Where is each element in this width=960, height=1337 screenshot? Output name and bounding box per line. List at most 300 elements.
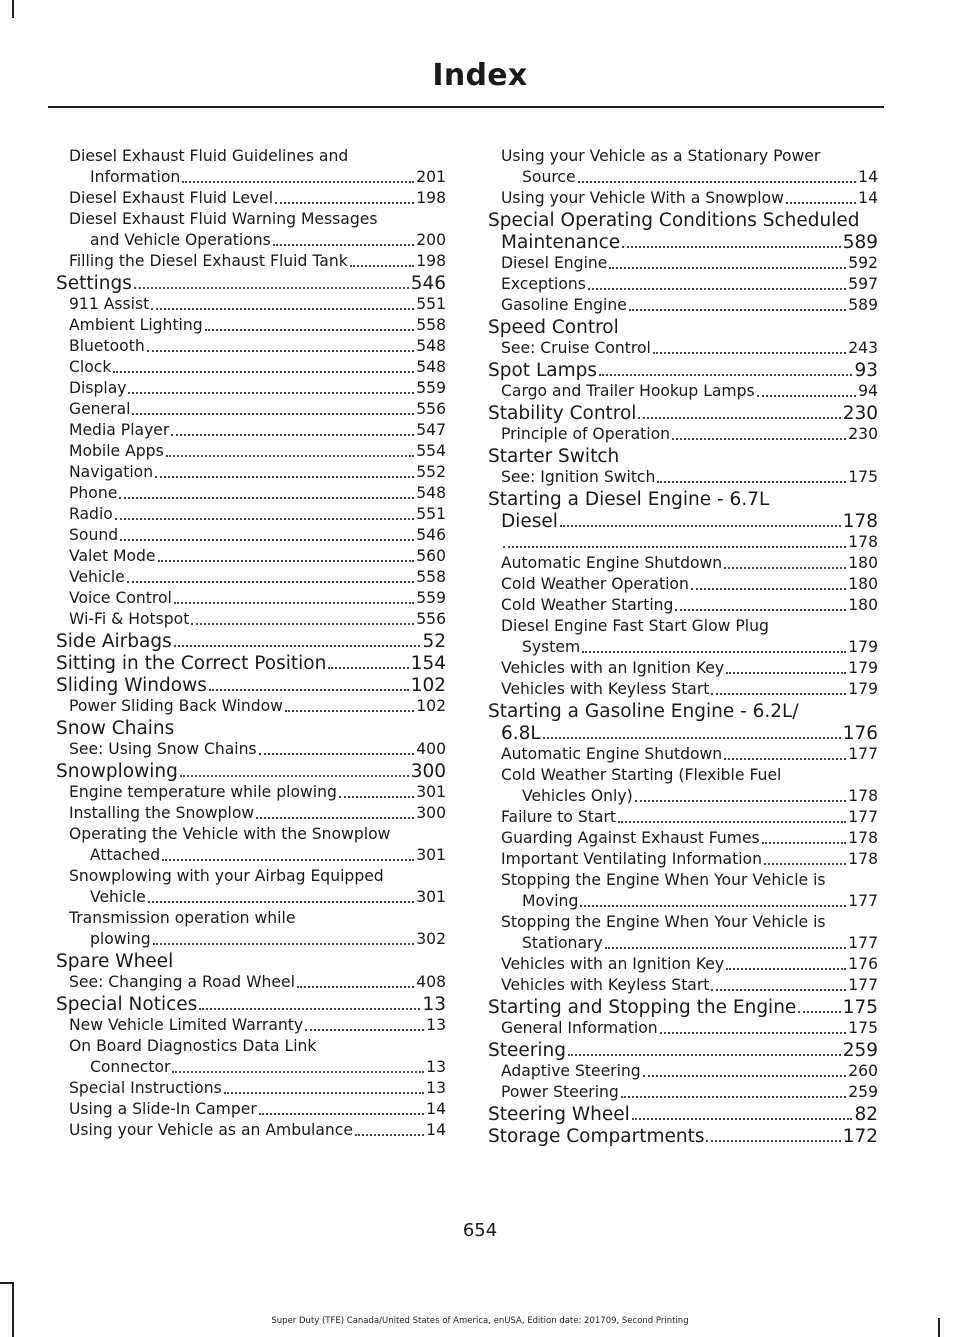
dot-leader — [134, 287, 409, 289]
dot-leader — [599, 374, 852, 376]
index-term: Spot Lamps — [488, 360, 597, 381]
index-term: Vehicles Only) — [522, 787, 633, 805]
index-term: Starter Switch — [488, 446, 620, 467]
dot-leader — [209, 689, 409, 691]
index-term: Cold Weather Operation — [501, 575, 689, 593]
page-reference: 180 — [848, 596, 878, 614]
index-term: Automatic Engine Shutdown — [501, 745, 723, 763]
index-subentry — [56, 504, 446, 525]
page-reference: 14 — [858, 168, 878, 186]
dot-leader — [764, 863, 846, 865]
page-reference: 93 — [854, 360, 878, 381]
index-subentry — [56, 1120, 446, 1141]
index-term: Radio — [69, 505, 113, 523]
page-reference: 179 — [848, 659, 878, 677]
index-heading — [488, 1104, 878, 1125]
page-reference: 301 — [416, 888, 446, 906]
dot-leader — [128, 392, 414, 394]
index-term: New Vehicle Limited Warranty — [69, 1016, 304, 1034]
index-subentry — [488, 954, 878, 975]
index-subentry — [56, 1078, 446, 1099]
index-subentry — [488, 146, 878, 188]
page-reference: 179 — [848, 680, 878, 698]
index-subentry — [56, 525, 446, 546]
dot-leader — [503, 546, 846, 548]
index-heading — [56, 653, 446, 674]
dot-leader — [119, 497, 414, 499]
dot-leader — [273, 244, 414, 246]
index-heading — [488, 701, 878, 744]
index-term: Starting a Diesel Engine - 6.7L — [488, 489, 770, 510]
dot-leader — [691, 588, 846, 590]
page-reference: 551 — [416, 505, 446, 523]
index-term: and Vehicle Operations — [90, 231, 271, 249]
dot-leader — [660, 1032, 847, 1034]
index-term: Exceptions — [501, 275, 586, 293]
page-reference: 176 — [842, 723, 878, 744]
page-reference: 400 — [416, 740, 446, 758]
dot-leader — [199, 1008, 420, 1010]
index-subentry — [56, 1099, 446, 1120]
index-term: Mobile Apps — [69, 442, 164, 460]
dot-leader — [172, 1071, 424, 1073]
index-term: Diesel Engine — [501, 254, 608, 272]
dot-leader — [180, 775, 409, 777]
page-reference: 13 — [426, 1058, 446, 1076]
page-reference: 548 — [416, 484, 446, 502]
page-reference: 13 — [426, 1016, 446, 1034]
index-term: Power Steering — [501, 1083, 619, 1101]
index-term: Information — [90, 168, 181, 186]
dot-leader — [672, 438, 846, 440]
index-term: Display — [69, 379, 127, 397]
page-reference: 180 — [848, 554, 878, 572]
index-subentry — [488, 849, 878, 870]
page-reference: 597 — [848, 275, 878, 293]
dot-leader — [621, 1096, 846, 1098]
index-term: Speed Control — [488, 317, 619, 338]
page-reference: 552 — [416, 463, 446, 481]
index-subentry — [488, 424, 878, 445]
page-reference: 558 — [416, 568, 446, 586]
index-subentry — [56, 441, 446, 462]
index-term: Attached — [90, 846, 161, 864]
dot-leader — [151, 308, 414, 310]
index-heading — [56, 761, 446, 782]
dot-leader — [618, 821, 846, 823]
index-term: Using your Vehicle With a Snowplow — [501, 189, 784, 207]
index-term: Vehicles with an Ignition Key — [501, 659, 725, 677]
index-term: Special Operating Conditions Scheduled — [488, 210, 860, 231]
dot-leader — [153, 943, 415, 945]
page-reference: 547 — [416, 421, 446, 439]
index-term: See: Changing a Road Wheel — [69, 973, 295, 991]
index-subentry — [488, 870, 878, 912]
index-term: Maintenance — [501, 232, 621, 253]
dot-leader — [174, 602, 414, 604]
index-subentry — [488, 295, 878, 316]
dot-leader — [657, 481, 846, 483]
index-subentry — [488, 188, 878, 209]
page-reference: 259 — [842, 1040, 878, 1061]
dot-leader — [757, 395, 857, 397]
index-heading — [56, 994, 446, 1015]
page-reference: 14 — [858, 189, 878, 207]
dot-leader — [543, 737, 841, 739]
dot-leader — [560, 525, 841, 527]
index-heading — [488, 446, 878, 467]
dot-leader — [171, 434, 414, 436]
page-reference: 177 — [848, 892, 878, 910]
index-subentry — [56, 588, 446, 609]
page-reference: 52 — [422, 631, 446, 652]
dot-leader — [120, 539, 414, 541]
dot-leader — [182, 181, 414, 183]
index-subentry — [56, 739, 446, 760]
index-term: Starting a Gasoline Engine - 6.2L/ — [488, 701, 799, 722]
index-heading — [56, 718, 446, 739]
index-subentry — [488, 975, 878, 996]
index-term: 6.8L — [501, 723, 541, 744]
index-subentry — [488, 274, 878, 295]
index-term: Filling the Diesel Exhaust Fluid Tank — [69, 252, 348, 270]
page-reference: 177 — [848, 745, 878, 763]
index-subentry — [488, 616, 878, 658]
index-term: Diesel — [501, 511, 558, 532]
dot-leader — [305, 1029, 424, 1031]
index-subentry — [56, 483, 446, 504]
page-reference: 175 — [842, 997, 878, 1018]
index-term: Source — [522, 168, 576, 186]
index-subentry — [56, 462, 446, 483]
page-reference: 592 — [848, 254, 878, 272]
crop-mark-bottom-left — [12, 1282, 14, 1337]
dot-leader — [726, 672, 846, 674]
index-term: On Board Diagnostics Data Link — [69, 1037, 317, 1055]
dot-leader — [115, 518, 414, 520]
index-term: Snowplowing with your Airbag Equipped — [69, 867, 384, 885]
index-term: Diesel Engine Fast Start Glow Plug — [501, 617, 769, 635]
dot-leader — [706, 1140, 840, 1142]
index-term: Clock — [69, 358, 112, 376]
index-term: plowing — [90, 930, 151, 948]
index-term: Navigation — [69, 463, 154, 481]
page-reference: 200 — [416, 231, 446, 249]
index-term: See: Ignition Switch — [501, 468, 656, 486]
index-subentry — [488, 467, 878, 488]
page-reference: 301 — [416, 846, 446, 864]
dot-leader — [580, 905, 846, 907]
index-term: Diesel Exhaust Fluid Warning Messages — [69, 210, 378, 228]
index-term: Bluetooth — [69, 337, 145, 355]
index-subentry — [488, 381, 878, 402]
index-subentry — [488, 338, 878, 359]
page-reference: 556 — [416, 400, 446, 418]
page-reference: 546 — [410, 273, 446, 294]
dot-leader — [205, 329, 415, 331]
title-divider — [48, 106, 884, 108]
index-term: General — [69, 400, 131, 418]
index-subentry — [56, 824, 446, 866]
index-term: 911 Assist — [69, 295, 150, 313]
dot-leader — [155, 476, 414, 478]
index-heading — [56, 951, 446, 972]
index-term: Stationary — [522, 934, 603, 952]
index-subentry — [56, 972, 446, 993]
index-subentry — [56, 609, 446, 630]
index-term: Operating the Vehicle with the Snowplow — [69, 825, 391, 843]
index-subentry — [56, 209, 446, 251]
dot-leader — [711, 693, 846, 695]
index-term: Phone — [69, 484, 118, 502]
index-column-left — [56, 146, 446, 1141]
page-reference: 259 — [848, 1083, 878, 1101]
index-subentry — [488, 1061, 878, 1082]
footer-edition-text: Super Duty (TFE) Canada/United States of America, enUSA, Edition date: 201709, Second Printing — [271, 1316, 689, 1326]
dot-leader — [605, 947, 847, 949]
page-reference: 589 — [848, 296, 878, 314]
index-heading — [56, 273, 446, 294]
page-reference: 408 — [416, 973, 446, 991]
index-term: System — [522, 638, 581, 656]
index-subentry — [488, 679, 878, 700]
dot-leader — [711, 989, 846, 991]
page-reference: 260 — [848, 1062, 878, 1080]
page-reference: 179 — [848, 638, 878, 656]
index-term: Installing the Snowplow — [69, 804, 255, 822]
dot-leader — [285, 710, 414, 712]
dot-leader — [166, 455, 415, 457]
index-term: General Information — [501, 1019, 658, 1037]
index-subentry — [488, 807, 878, 828]
dot-leader — [259, 1113, 424, 1115]
index-subentry — [56, 567, 446, 588]
index-term: Vehicles with Keyless Start — [501, 680, 710, 698]
index-term: Using a Slide-In Camper — [69, 1100, 257, 1118]
dot-leader — [224, 1092, 424, 1094]
index-term: Starting and Stopping the Engine — [488, 997, 797, 1018]
dot-leader — [653, 352, 846, 354]
index-term: Vehicles with an Ignition Key — [501, 955, 725, 973]
index-term: Sitting in the Correct Position — [56, 653, 327, 674]
page-reference: 559 — [416, 589, 446, 607]
page-reference: 175 — [848, 468, 878, 486]
index-term: Transmission operation while — [69, 909, 296, 927]
index-term: Using your Vehicle as a Stationary Power — [501, 147, 821, 165]
index-term: Settings — [56, 273, 132, 294]
index-term: See: Cruise Control — [501, 339, 651, 357]
index-subentry — [488, 1018, 878, 1039]
page-reference: 302 — [416, 930, 446, 948]
index-term: Steering — [488, 1040, 566, 1061]
index-term: Ambient Lighting — [69, 316, 203, 334]
index-heading — [488, 317, 878, 338]
dot-leader — [132, 413, 414, 415]
index-subentry — [56, 908, 446, 950]
index-subentry — [488, 532, 878, 553]
index-subentry — [56, 399, 446, 420]
index-term: Special Instructions — [69, 1079, 222, 1097]
index-subentry — [56, 357, 446, 378]
index-subentry — [488, 912, 878, 954]
page-reference: 551 — [416, 295, 446, 313]
page-reference: 178 — [848, 787, 878, 805]
page-reference: 589 — [842, 232, 878, 253]
dot-leader — [350, 265, 414, 267]
index-term: Stopping the Engine When Your Vehicle is — [501, 913, 826, 931]
index-subentry — [56, 188, 446, 209]
index-term: Failure to Start — [501, 808, 616, 826]
dot-leader — [643, 1075, 847, 1077]
index-heading — [488, 360, 878, 381]
index-subentry — [56, 294, 446, 315]
page-reference: 178 — [842, 511, 878, 532]
index-term: Sliding Windows — [56, 675, 207, 696]
index-term: Snow Chains — [56, 718, 175, 739]
dot-leader — [256, 817, 414, 819]
page-reference: 558 — [416, 316, 446, 334]
index-subentry — [56, 146, 446, 188]
index-term: Steering Wheel — [488, 1104, 630, 1125]
index-subentry — [56, 251, 446, 272]
index-heading — [56, 631, 446, 652]
index-term: Cold Weather Starting (Flexible Fuel — [501, 766, 782, 784]
index-subentry — [488, 1082, 878, 1103]
index-term: Voice Control — [69, 589, 172, 607]
dot-leader — [339, 796, 414, 798]
index-subentry — [488, 253, 878, 274]
page-reference: 556 — [416, 610, 446, 628]
dot-leader — [622, 246, 841, 248]
index-term: Sound — [69, 526, 119, 544]
page-reference: 560 — [416, 547, 446, 565]
dot-leader — [148, 901, 414, 903]
index-heading — [488, 210, 878, 253]
dot-leader — [726, 968, 846, 970]
index-term: Vehicles with Keyless Start — [501, 976, 710, 994]
page-reference: 300 — [416, 804, 446, 822]
index-term: Moving — [522, 892, 579, 910]
page-reference: 178 — [848, 533, 878, 551]
page-title: Index — [432, 58, 528, 93]
page-reference: 546 — [416, 526, 446, 544]
dot-leader — [609, 267, 846, 269]
index-heading — [56, 675, 446, 696]
page-reference: 175 — [848, 1019, 878, 1037]
dot-leader — [762, 842, 847, 844]
index-term: Adaptive Steering — [501, 1062, 641, 1080]
dot-leader — [127, 581, 414, 583]
index-term: Using your Vehicle as an Ambulance — [69, 1121, 353, 1139]
index-term: See: Using Snow Chains — [69, 740, 257, 758]
page-reference: 82 — [854, 1104, 878, 1125]
index-subentry — [488, 658, 878, 679]
index-term: Vehicle — [69, 568, 125, 586]
dot-leader — [724, 567, 846, 569]
index-heading — [488, 997, 878, 1018]
index-subentry — [488, 828, 878, 849]
page-reference: 300 — [410, 761, 446, 782]
index-term: Guarding Against Exhaust Fumes — [501, 829, 760, 847]
dot-leader — [174, 645, 421, 647]
dot-leader — [786, 202, 856, 204]
page-reference: 102 — [416, 697, 446, 715]
index-subentry — [488, 553, 878, 574]
index-term: Special Notices — [56, 994, 198, 1015]
index-term: Cold Weather Starting — [501, 596, 674, 614]
dot-leader — [588, 288, 846, 290]
dot-leader — [147, 350, 415, 352]
index-term: Gasoline Engine — [501, 296, 627, 314]
page-reference: 177 — [848, 934, 878, 952]
index-term: Important Ventilating Information — [501, 850, 762, 868]
index-term: Spare Wheel — [56, 951, 174, 972]
index-column-right — [488, 146, 878, 1147]
index-subentry — [56, 420, 446, 441]
index-term: Storage Compartments — [488, 1126, 705, 1147]
index-heading — [488, 403, 878, 424]
dot-leader — [582, 651, 846, 653]
page-reference: 154 — [410, 653, 446, 674]
index-subentry — [56, 696, 446, 717]
page-reference: 13 — [422, 994, 446, 1015]
dot-leader — [632, 1118, 853, 1120]
dot-leader — [568, 1054, 841, 1056]
page-reference: 172 — [842, 1126, 878, 1147]
index-heading — [488, 1126, 878, 1147]
page-reference: 177 — [848, 808, 878, 826]
dot-leader — [724, 758, 846, 760]
index-term: Diesel Exhaust Fluid Level — [69, 189, 274, 207]
page-reference: 230 — [848, 425, 878, 443]
page-reference: 13 — [426, 1079, 446, 1097]
index-term: Snowplowing — [56, 761, 178, 782]
index-subentry — [56, 378, 446, 399]
index-subentry — [56, 782, 446, 803]
page-reference: 102 — [410, 675, 446, 696]
index-heading — [488, 1040, 878, 1061]
page-reference: 198 — [416, 189, 446, 207]
dot-leader — [578, 181, 857, 183]
index-subentry — [488, 574, 878, 595]
page-reference: 230 — [842, 403, 878, 424]
index-term: Principle of Operation — [501, 425, 671, 443]
dot-leader — [297, 986, 414, 988]
page-reference: 301 — [416, 783, 446, 801]
index-term: Wi-Fi & Hotspot — [69, 610, 190, 628]
page-reference: 94 — [858, 382, 878, 400]
page-reference: 559 — [416, 379, 446, 397]
index-term: Connector — [90, 1058, 171, 1076]
dot-leader — [355, 1134, 424, 1136]
page-reference: 178 — [848, 829, 878, 847]
page-reference: 177 — [848, 976, 878, 994]
dot-leader — [328, 667, 408, 669]
page-reference: 180 — [848, 575, 878, 593]
page-reference: 201 — [416, 168, 446, 186]
dot-leader — [798, 1011, 840, 1013]
dot-leader — [113, 371, 414, 373]
page-reference: 548 — [416, 337, 446, 355]
index-term: Cargo and Trailer Hookup Lamps — [501, 382, 755, 400]
index-subentry — [56, 336, 446, 357]
dot-leader — [158, 560, 415, 562]
page-number: 654 — [462, 1220, 498, 1241]
index-subentry — [488, 595, 878, 616]
index-subentry — [488, 744, 878, 765]
page-reference: 243 — [848, 339, 878, 357]
index-term: Vehicle — [90, 888, 146, 906]
